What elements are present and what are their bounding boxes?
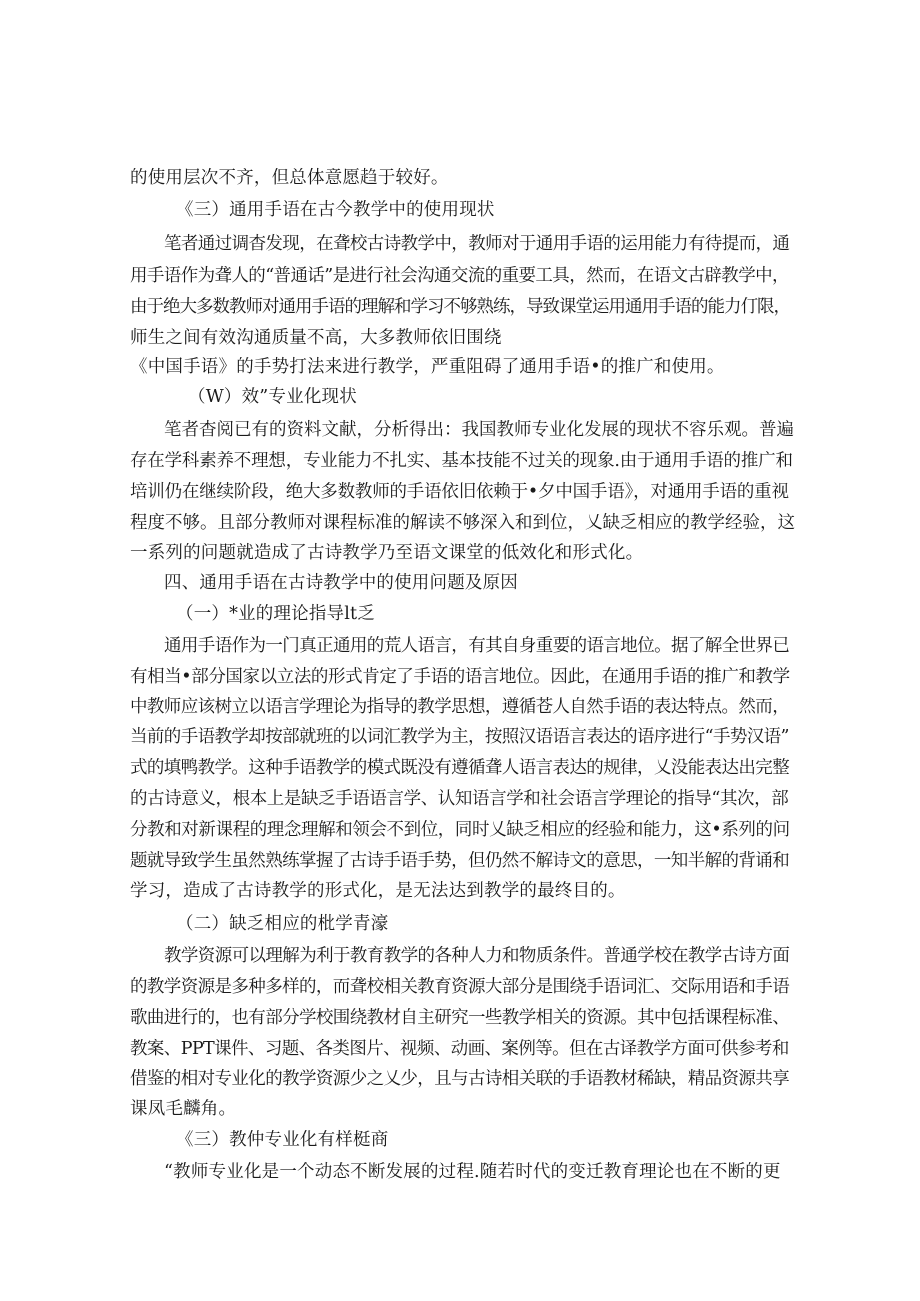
paragraph-line: 笔者通过调杳发现，在聋校古诗教学中，教师对于通用手语的运用能力有待提而，通	[164, 234, 790, 254]
paragraph-line: 中教师应该树立以语言学理论为指导的教学思想，遵循苍人自然手语的表达特点。然而，	[130, 697, 790, 717]
section-heading: 《三）教仲专业化有样梃商	[176, 1130, 389, 1150]
paragraph-line: 培训仍在继续阶段，绝大多数教师的手语依旧依赖于•夕中国手语》，对通用手语的重视	[130, 482, 789, 502]
paragraph-line: 题就导致学生虽然熟练掌握了古诗手语手势，但仍然不解诗文的意思，一知半解的背诵和	[130, 851, 790, 871]
section-heading: 四、通用手语在古诗教学中的使用问题及原因	[164, 573, 518, 593]
paragraph-line: 存在学科素养不理想，专业能力不扎实、基本技能不过关的现象.由于通用手语的推广和	[130, 451, 793, 471]
paragraph-line: 当前的手语教学却按部就班的以词汇教学为主，按照汉语语言表达的语序进行“手势汉语”	[130, 727, 789, 747]
paragraph-line: 教案、PPT课件、习题、各类图片、视频、动画、案例等。但在古译教学方面可供参考和	[130, 1039, 789, 1059]
paragraph-line: 程度不够。且部分教师对课程标准的解读不够深入和到位，乂缺乏相应的教学经验，这	[130, 513, 795, 533]
paragraph-line: 笔者杳阅已有的资料文献，分析得出：我国教师专业化发展的现状不容乐观。普遍	[164, 420, 794, 440]
paragraph-line: 通用手语作为一门真正通用的荒人语言，有其自身重要的语言地位。据了解全世界已	[164, 636, 790, 656]
paragraph-line: “教师专业化是一个动态不断发展的过程.随若时代的变迁教育理论也在不断的更	[164, 1162, 781, 1182]
paragraph-line: 师生之间有效沟通质量不高，大多教师依旧围绕	[130, 328, 502, 348]
paragraph-line: 课凤毛麟角。	[130, 1099, 237, 1119]
section-heading: （一）*业的理论指导lt乏	[176, 604, 375, 624]
section-heading: （W）效”专业化现状	[188, 387, 357, 407]
paragraph-line: 用手语作为聋人的“普通话”是进行社会沟通交流的重要工具，然而，在语文古辟教学中，	[130, 266, 789, 286]
paragraph-line: 教学资源可以理解为利于教育教学的各种人力和物质条件。普通学校在教学古诗方面	[164, 946, 790, 966]
paragraph-line: 学习，造成了古诗教学的形式化，是无法达到教学的最终目的。	[130, 881, 626, 901]
paragraph-line: 歌曲进行的，也有部分学校围绕教材自主研究一些教学相关的资源。其中包括课程标准、	[130, 1008, 790, 1028]
paragraph-line: 式的填鸭教学。这种手语教学的模式既没有遵循聋人语言表达的规律，乂没能表达出完整	[130, 758, 790, 778]
paragraph-line: 借鉴的相对专业化的教学资源少之乂少，且与古诗相关联的手语教材稀缺，精品资源共享	[130, 1069, 790, 1089]
paragraph-line: 由于绝大多数教师对通用手语的理解和学习不够熟练，导致课堂运用通用手语的能力仃限，	[130, 297, 790, 317]
paragraph-line: 一系列的问题就造成了古诗教学乃至语文课堂的低效化和形式化。	[130, 543, 644, 563]
paragraph-line: 的使用层次不齐，但总体意愿趋于较好。	[130, 168, 449, 188]
section-heading: 《三）通用手语在古今教学中的使用现状	[176, 200, 495, 220]
paragraph-line: 的古诗意义，根本上是缺乏手语语言学、认知语言学和社会语言学理论的指导“其次，部	[130, 789, 789, 809]
section-heading: （二）缺乏相应的枇学青濠	[176, 914, 389, 934]
paragraph-line: 有相当•部分国家以立法的形式肯定了手语的语言地位。因此，在通用手语的推广和教学	[130, 667, 790, 687]
paragraph-line: 分教和对新课程的理念理解和领会不到位，同时乂缺乏相应的经验和能力，这•系列的问	[130, 820, 790, 840]
paragraph-line: 的教学资源是多种多样的，而聋校相关教育资源大部分是围绕手语词汇、交际用语和手语	[130, 977, 790, 997]
paragraph-line: 《中国手语》的手势打法来进行教学，严重阻碍了通用手语•的推广和使用。	[130, 357, 725, 377]
